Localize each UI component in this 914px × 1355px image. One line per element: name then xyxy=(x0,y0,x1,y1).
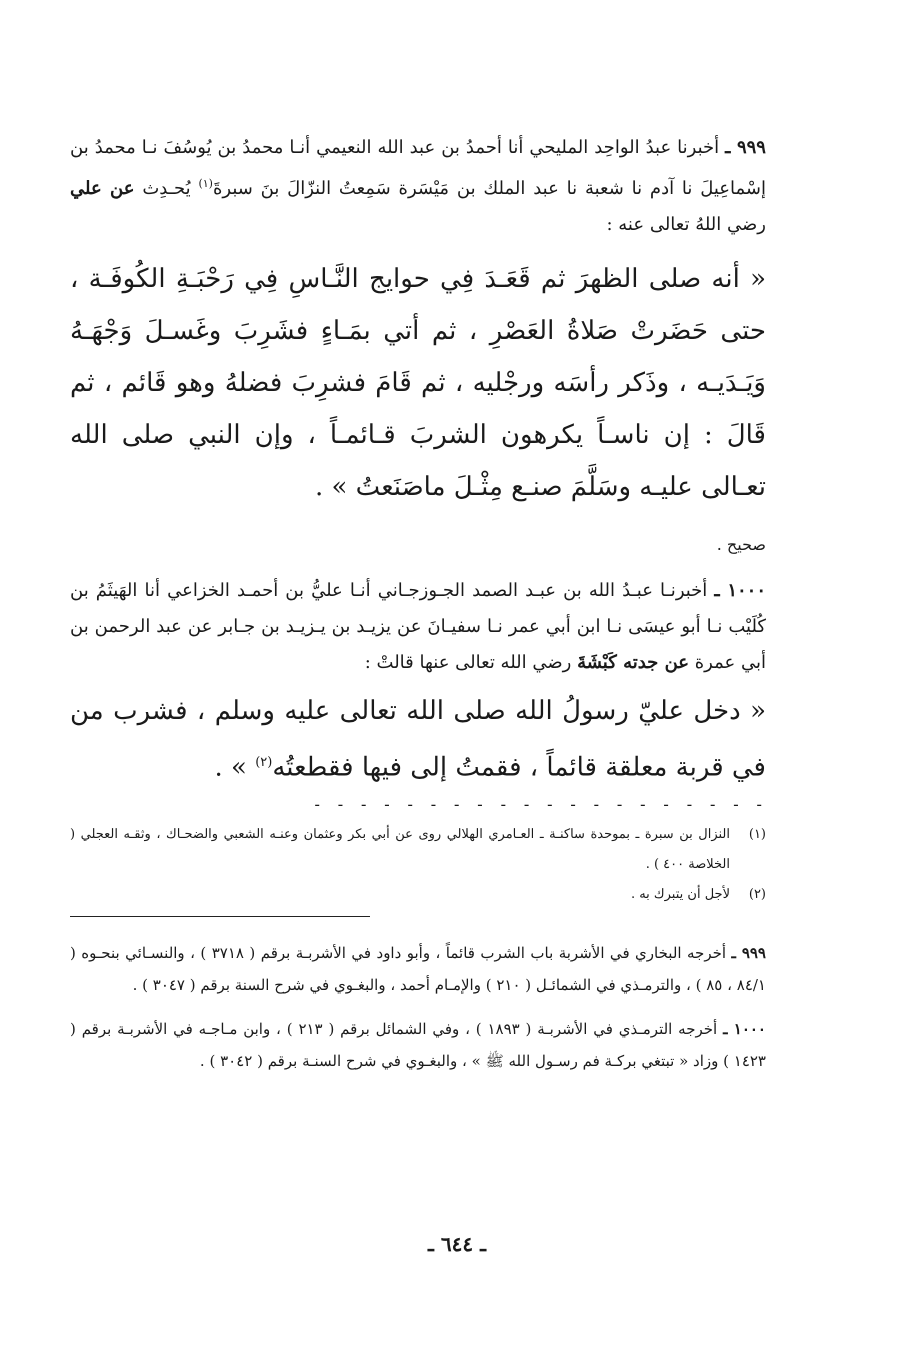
footnote-text: النزال بن سبرة ـ بموحدة ساكنـة ـ العـامري الهلالي روى عن أبي بكر وعثمان وعنـه الشعبي والضحـاك ، وثقـه العجلي ( الخلاصة ٤٠٠ ) . xyxy=(70,826,730,872)
hadith-1000-companion: عن جدته كَبْشَةَ xyxy=(577,652,690,673)
hadith-1000-isnad-text: أخبرنـا عبـدُ الله بن عبـد الصمد الجـوزجـاني أنـا عليُّ بن أحمـد الخزاعي أنا الهَيثَمُ بن كُلَيْب نـا أبو عيسَى نـا ابن أبي عمر نـا سفيـانَ عن يزيـد بن يـزيـد بن جـابر عن عبد الرحمن بن أبي عمرة xyxy=(70,580,766,673)
hadith-1000-matn-text: « دخل عليّ رسولُ الله صلى الله تعالى عليه وسلم ، فشرب من في قربة معلقة قائماً ، فقمتُ إلى فيها فقطعتُه xyxy=(70,696,766,783)
page-number: ـ ٦٤٤ ـ xyxy=(428,1232,486,1256)
hadith-999-grade: صحيح . xyxy=(716,535,766,554)
hadith-999-isnad-text: أخبرنا عبدُ الواحِد المليحي أنا أحمدُ بن عبد الله النعيمي أنـا محمدُ بن يُوسُفَ نـا محمدُ بن إسْماعِيلَ نا آدم نا شعبة نا عبد الملك بن مَيْسَرة سَمِعتُ النزّالَ بنَ سبرةَ xyxy=(70,137,766,199)
hadith-1000-matn xyxy=(70,685,766,794)
footnote-1 xyxy=(70,820,766,880)
hadith-999-matn: « أنه صلى الظهرَ ثم قَعَـدَ فِي حوايج النَّـاسِ فِي رَحْبَـةِ الكُوفَـة ، حتى حَضَرتْ صَلاةُ العَصْرِ ، ثم أتي بمَـاءٍ فشَرِبَ وغَسـلَ وَجْهَـهُ وَيَـدَيـه ، وذَكر رأسَه ورجْليه ، ثم قَامَ فشرِبَ فضلهُ وهو قَائم ، ثم قَالَ : إن ناسـاً يكرهون الشربَ قـائمـاً ، وإن النبي صلى الله تعـالى عليـه وسَلَّمَ صنـع مِثْـلَ ماصَنَعتُ » . xyxy=(70,264,766,502)
takhrij-text: أخرجه البخاري في الأشربة باب الشرب قائماً ، وأبو داود في الأشربـة برقم ( ٣٧١٨ ) ، والنسـائي بنحـوه ( ٨٤/١ ، ٨٥ ) ، والترمـذي في الشمائـل ( ٢١٠ ) والإمـام أحمد ، والبغـوي في شرح السنة برقم ( ٣٠٤٧ ) . xyxy=(70,943,766,994)
hadith-1000-isnad-end: رضي الله تعالى عنها قالتْ : xyxy=(364,652,572,673)
takhrij-999 xyxy=(70,937,766,1001)
takhrij-number: ٩٩٩ ـ xyxy=(731,943,766,962)
hadith-999-isnad xyxy=(70,130,766,243)
footnotes xyxy=(70,820,766,910)
takhrij-number: ١٠٠٠ ـ xyxy=(723,1019,766,1038)
footnote-text: لأجل أن يتبرك به . xyxy=(630,886,730,902)
footnote-separator: - - - - - - - - - - - - - - - - - - - - xyxy=(312,795,766,814)
takhrij-1000 xyxy=(70,1013,766,1077)
footnote-number: (١) xyxy=(748,826,766,842)
hadith-1000-number: ١٠٠٠ ـ xyxy=(714,580,766,601)
hadith-1000-isnad xyxy=(70,573,766,681)
hadith-999-number: ٩٩٩ ـ xyxy=(725,137,766,158)
footnote-2 xyxy=(70,880,766,910)
hadith-1000-matn-end: » . xyxy=(214,752,247,783)
footnote-ref-2: (٢) xyxy=(255,755,273,770)
hadith-999-isnad-verb: يُحـدِث xyxy=(142,178,191,199)
book-page xyxy=(70,130,766,1290)
footnote-number: (٢) xyxy=(748,886,766,902)
takhrij-text: أخرجه الترمـذي في الأشربـة ( ١٨٩٣ ) ، وفي الشمائل برقم ( ٢١٣ ) ، وابن مـاجـه في الأشربـة برقم ( ١٤٢٣ ) وزاد « تبتغي بركـة فم رسـول الله ﷺ » ، والبغـوي في شرح السنـة برقم ( ٣٠٤٢ ) . xyxy=(70,1019,766,1070)
hadith-999-companion: عن علي xyxy=(70,178,135,199)
hadith-999-isnad-end: رضي اللهُ تعالى عنه : xyxy=(606,214,766,235)
takhrij-divider xyxy=(70,916,370,917)
footnote-ref-1: (١) xyxy=(198,177,213,190)
